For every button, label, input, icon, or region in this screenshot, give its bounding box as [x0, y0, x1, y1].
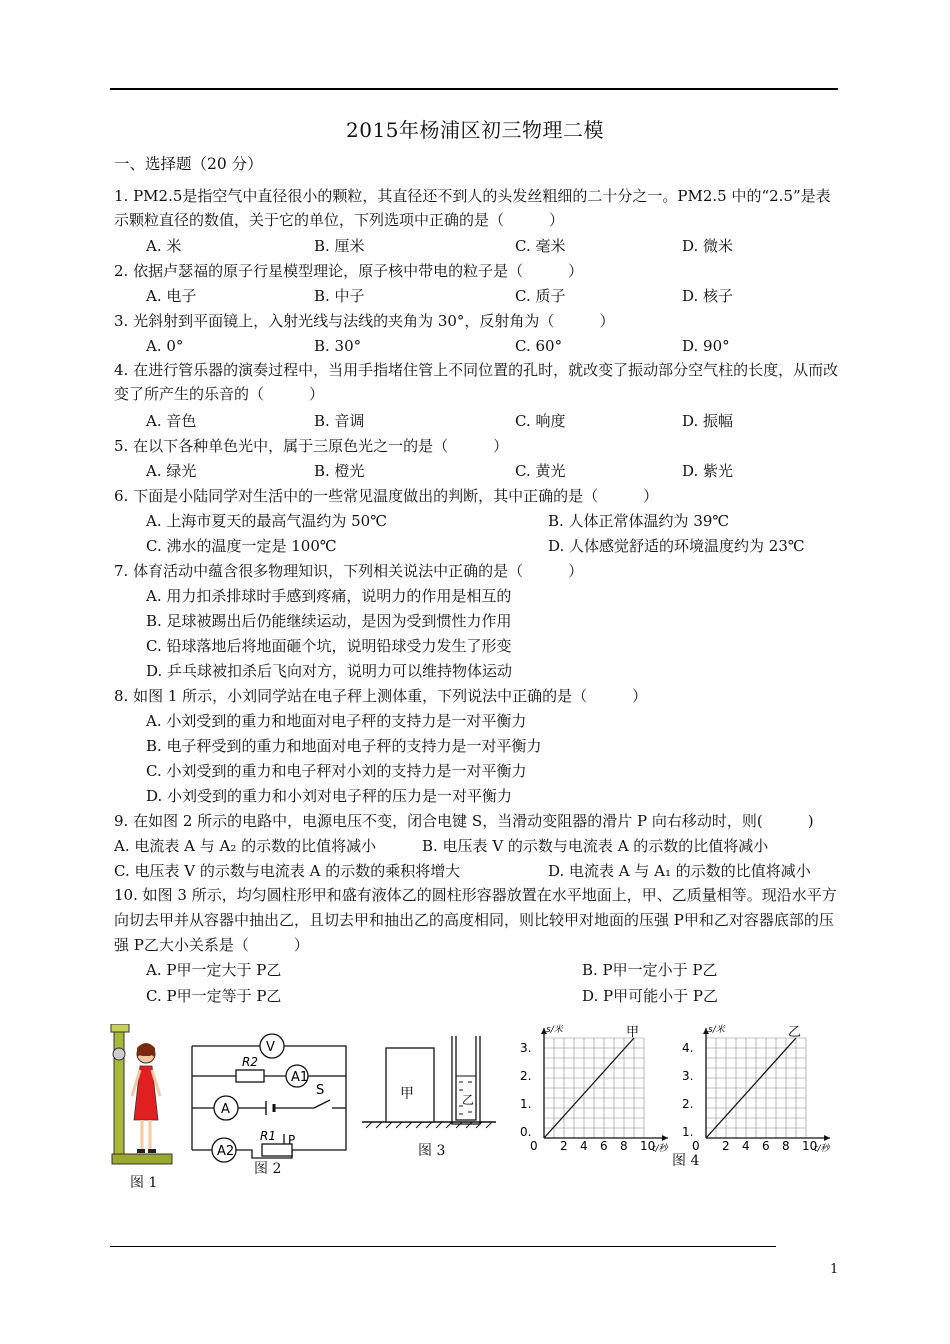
top-rule: [110, 88, 838, 90]
graph-yi-y-tick-label: 2.: [682, 1097, 694, 1111]
graph-jia-x-tick-label: 4: [580, 1139, 588, 1152]
question-10-stem: 10. 如图 3 所示，均匀圆柱形甲和盛有液体乙的圆柱形容器放置在水平地面上，甲、乙质量相等。现沿水平方向切去甲并从容器中抽出乙，且切去甲和抽出乙的高度相同，则比较甲对地面的压强 P甲和乙对容器底部的压强 P乙大小关系是（ ）: [114, 886, 837, 954]
graph-yi-y-tick-label: 3.: [682, 1069, 694, 1083]
liquid-yi-label: 乙: [462, 1093, 475, 1107]
q5-option-b: B. 橙光: [314, 462, 365, 480]
q9-option-a: A. 电流表 A 与 A₂ 的示数的比值将减小: [114, 837, 377, 855]
graph-jia-y-label: s/米: [546, 1025, 563, 1035]
figure-4-label: 图 4: [672, 1153, 700, 1169]
q5-option-d: D. 紫光: [682, 462, 734, 480]
q5-option-c: C. 黄光: [515, 462, 566, 480]
graph-jia-series-label: 甲: [626, 1025, 640, 1040]
graph-jia-x-tick-label: 2: [560, 1139, 568, 1152]
graph-yi-x-tick-label: 2: [722, 1139, 730, 1152]
question-1-stem: 1. PM2.5是指空气中直径很小的颗粒，其直径还不到人的头发丝粗细的二十分之一。PM2.5 中的“2.5”是表示颗粒直径的数值，关于它的单位，下列选项中正确的是（ ）: [114, 187, 831, 229]
q4-option-a: A. 音色: [146, 412, 197, 430]
q7-option-a: A. 用力扣杀排球时手感到疼痛，说明力的作用是相互的: [146, 587, 512, 605]
q9-option-b: B. 电压表 V 的示数与电流表 A 的示数的比值将减小: [422, 837, 769, 855]
q8-option-b: B. 电子秤受到的重力和地面对电子秤的支持力是一对平衡力: [146, 737, 542, 755]
q2-option-d: D. 核子: [682, 287, 734, 305]
question-9-stem: 9. 在如图 2 所示的电路中，电源电压不变，闭合电键 S，当滑动变阻器的滑片 P 向右移动时，则( ): [114, 812, 814, 830]
graph-jia-y-tick-label: 3.: [520, 1041, 532, 1055]
q4-option-d: D. 振幅: [682, 412, 734, 430]
question-2-stem: 2. 依据卢瑟福的原子行星模型理论，原子核中带电的粒子是（ ）: [114, 262, 584, 280]
graph-yi-x-tick-label: 4: [742, 1139, 750, 1152]
figure-1-label: 图 1: [130, 1175, 158, 1191]
figure-1-person-on-scale: [108, 1024, 178, 1166]
q6-option-d: D. 人体感觉舒适的环境温度约为 23℃: [548, 537, 805, 555]
page-number: 1: [830, 1262, 839, 1277]
q10-option-c: C. P甲一定等于 P乙: [146, 987, 282, 1005]
q7-option-c: C. 铅球落地后将地面砸个坑，说明铅球受力发生了形变: [146, 637, 512, 655]
q1-option-b: B. 厘米: [314, 237, 365, 255]
graph-yi-series-label: 乙: [788, 1025, 802, 1040]
q8-option-a: A. 小刘受到的重力和地面对电子秤的支持力是一对平衡力: [146, 712, 527, 730]
q10-option-b: B. P甲一定小于 P乙: [582, 961, 718, 979]
figures-row: [108, 1022, 848, 1202]
graph-jia-x-tick-label: 10: [640, 1139, 656, 1152]
graph-jia-y-tick-label: 2.: [520, 1069, 532, 1083]
resistor-r1-label: R1: [260, 1129, 276, 1143]
q6-option-b: B. 人体正常体温约为 39℃: [548, 512, 730, 530]
question-4-stem: 4. 在进行管乐器的演奏过程中，当用手指堵住管上不同位置的孔时，就改变了振动部分空气柱的长度，从而改变了所产生的乐音的（ ）: [114, 361, 839, 403]
figure-3-block-container: [362, 1036, 502, 1136]
graph-yi-y-tick-label: 1.: [682, 1125, 694, 1139]
graph-jia-x-label: t/秒: [652, 1144, 668, 1152]
slider-p-label: P: [288, 1133, 296, 1147]
section-heading: 一、选择题（20 分）: [114, 155, 263, 173]
q5-option-a: A. 绿光: [146, 462, 197, 480]
graph-jia-x-tick-label: 6: [600, 1139, 608, 1152]
question-3-stem: 3. 光斜射到平面镜上，入射光线与法线的夹角为 30°，反射角为（ ）: [114, 312, 615, 330]
q2-option-b: B. 中子: [314, 287, 365, 305]
graph-yi-y-label: s/米: [708, 1025, 725, 1035]
graph-jia-x-tick-label: 0: [530, 1139, 538, 1152]
graph-yi-y-tick-label: 4.: [682, 1041, 694, 1055]
voltmeter-label: V: [266, 1040, 275, 1055]
question-8-stem: 8. 如图 1 所示，小刘同学站在电子秤上测体重，下列说法中正确的是（ ）: [114, 687, 648, 705]
question-6-stem: 6. 下面是小陆同学对生活中的一些常见温度做出的判断，其中正确的是（ ）: [114, 487, 659, 505]
graph-yi-x-arrow: [824, 1135, 830, 1141]
figure-4-graph-jia: [518, 1022, 680, 1152]
q1-option-a: A. 米: [146, 237, 182, 255]
q3-option-d: D. 90°: [682, 337, 730, 355]
resistor-r2-label: R2: [242, 1055, 258, 1069]
q2-option-c: C. 质子: [515, 287, 566, 305]
q6-option-c: C. 沸水的温度一定是 100℃: [146, 537, 337, 555]
figure-3-label: 图 3: [418, 1143, 446, 1159]
q3-option-b: B. 30°: [314, 337, 362, 355]
graph-yi-x-tick-label: 8: [782, 1139, 790, 1152]
q6-option-a: A. 上海市夏天的最高气温约为 50℃: [146, 512, 388, 530]
graph-yi-x-tick-label: 10: [802, 1139, 818, 1152]
switch-label: S: [316, 1083, 325, 1098]
graph-yi-x-tick-label: 0: [692, 1139, 700, 1152]
bottom-rule: [110, 1246, 776, 1247]
graph-yi-x-tick-label: 6: [762, 1139, 770, 1152]
graph-yi-x-label: t/秒: [814, 1144, 830, 1152]
figure-2-circuit: [188, 1026, 356, 1166]
q10-option-d: D. P甲可能小于 P乙: [582, 987, 718, 1005]
q3-option-a: A. 0°: [146, 337, 184, 355]
ammeter-a2-label: A2: [217, 1144, 235, 1159]
ammeter-a-label: A: [221, 1102, 230, 1117]
graph-jia-y-tick-label: 1.: [520, 1097, 532, 1111]
q8-option-c: C. 小刘受到的重力和电子秤对小刘的支持力是一对平衡力: [146, 762, 527, 780]
q2-option-a: A. 电子: [146, 287, 197, 305]
q4-option-b: B. 音调: [314, 412, 365, 430]
q7-option-b: B. 足球被踢出后仍能继续运动，是因为受到惯性力作用: [146, 612, 512, 630]
q9-option-d: D. 电流表 A 与 A₁ 的示数的比值将减小: [548, 862, 811, 880]
q7-option-d: D. 乒乓球被扣杀后飞向对方，说明力可以维持物体运动: [146, 662, 513, 680]
q8-option-d: D. 小刘受到的重力和小刘对电子秤的压力是一对平衡力: [146, 787, 513, 805]
ammeter-a1-label: A1: [291, 1070, 309, 1085]
graph-jia-x-tick-label: 8: [620, 1139, 628, 1152]
figure-2-label: 图 2: [254, 1161, 282, 1177]
block-jia-label: 甲: [400, 1086, 414, 1102]
graph-jia-x-arrow: [662, 1135, 668, 1141]
page-title: 2015年杨浦区初三物理二模: [346, 118, 604, 142]
q4-option-c: C. 响度: [515, 412, 566, 430]
q10-option-a: A. P甲一定大于 P乙: [146, 961, 282, 979]
q3-option-c: C. 60°: [515, 337, 563, 355]
figure-4-graph-yi: [680, 1022, 842, 1152]
question-7-stem: 7. 体育活动中蕴含很多物理知识，下列相关说法中正确的是（ ）: [114, 562, 584, 580]
q9-option-c: C. 电压表 V 的示数与电流表 A 的示数的乘积将增大: [114, 862, 461, 880]
graph-jia-y-tick-label: 0.: [520, 1125, 532, 1139]
q1-option-c: C. 毫米: [515, 237, 566, 255]
question-5-stem: 5. 在以下各种单色光中，属于三原色光之一的是（ ）: [114, 437, 509, 455]
q1-option-d: D. 微米: [682, 237, 734, 255]
